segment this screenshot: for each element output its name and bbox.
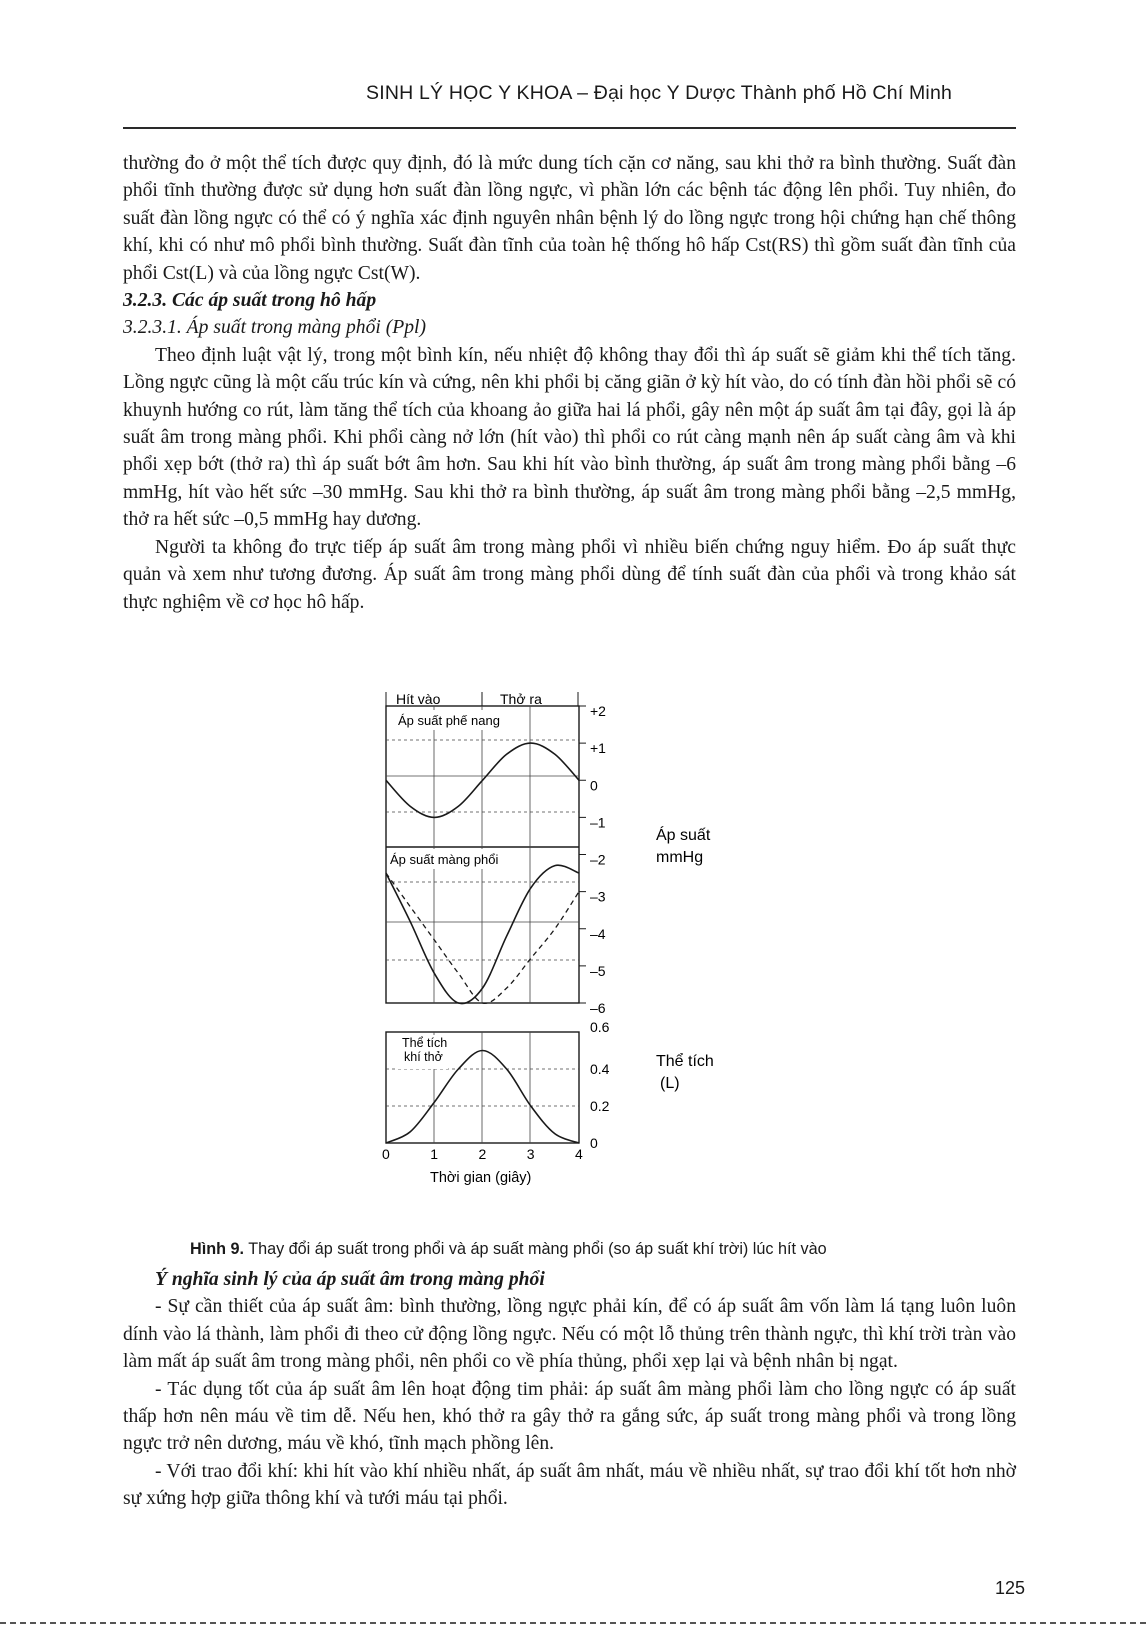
time-tick-label: 3	[526, 1146, 535, 1162]
time-ticks	[382, 1146, 583, 1162]
pleural-panel-label: Áp suất màng phổi	[390, 852, 499, 867]
volume-tick-label: 0.2	[590, 1098, 610, 1114]
volume-tick-label: 0.6	[590, 1019, 610, 1035]
pressure-tick-label: +1	[590, 740, 606, 757]
pressure-tick-label: –2	[590, 851, 606, 868]
paragraph: Theo định luật vật lý, trong một bình kín, nếu nhiệt độ không thay đổi thì áp suất sẽ giảm khi thể tích tăng. Lồng ngực cũng là một cấu trúc kín và cứng, nên khi phổi bị căng giãn ở kỳ hít vào, do có tính đàn hồi phổi sẽ có khuynh hướng co rút, làm tăng thể tích của khoang ảo giữa hai lá phổi, gây nên một áp suất âm tại đây, gọi là áp suất âm trong màng phổi. Khi phổi càng nở lớn (hít vào) thì phổi co rút càng mạnh nên áp suất càng âm và khi phổi xẹp bớt (thở ra) thì áp suất bớt âm hơn. Sau khi hít vào bình thường, áp suất âm trong màng phổi bằng –6 mmHg, hít vào hết sức –30 mmHg. Sau khi thở ra bình thường, áp suất âm trong màng phổi bằng –2,5 mmHg, thở ra hết sức –0,5 mmHg hay dương.	[123, 344, 1016, 531]
volume-axis-label-1: Thể tích	[656, 1053, 714, 1070]
paragraph: - Tác dụng tốt của áp suất âm lên hoạt động tim phải: áp suất âm màng phổi làm cho lồng ngực có áp suất thấp hơn nên máu về tim dễ. Nếu hen, khó thở ra gây thở ra gắng sức, áp suất trong màng phổi và trong lồng ngực trở nên dương, máu về khó, tĩnh mạch phồng lên.	[123, 1378, 1016, 1455]
pressure-tick-label: 0	[590, 777, 598, 794]
volume-panel-label-2: khí thở	[404, 1050, 443, 1064]
volume-axis-label-2: (L)	[660, 1075, 680, 1092]
time-tick-label: 1	[430, 1146, 439, 1162]
phase-inspiration-label: Hít vào	[396, 692, 441, 707]
volume-tick-label: 0.4	[590, 1061, 610, 1077]
respiration-chart	[360, 692, 800, 1232]
pressure-axis-label-2: mmHg	[656, 849, 704, 866]
pleural-pressure-dashed-line	[386, 873, 579, 1003]
pressure-axis-label-1: Áp suất	[656, 827, 711, 844]
section-heading: 3.2.3. Các áp suất trong hô hấp	[123, 290, 377, 312]
pressure-tick-label: –6	[590, 1000, 606, 1016]
page-number: 125	[995, 1578, 1026, 1598]
figure-caption	[190, 1240, 1030, 1259]
pressure-tick-label: +2	[590, 703, 606, 719]
paragraph: - Với trao đổi khí: khi hít vào khí nhiều nhất, áp suất âm nhất, máu về nhiều nhất, sự trao đổi khí tốt hơn nhờ sự xứng hợp giữa thông khí và tưới máu tại phổi.	[123, 1460, 1016, 1510]
paragraph: Người ta không đo trực tiếp áp suất âm trong màng phổi vì nhiều biến chứng nguy hiểm. Đo áp suất thực quản và xem như tương đương. Áp suất âm trong màng phổi dùng để tính suất đàn của phổi và trong khảo sát thực nghiệm về cơ học hô hấp.	[123, 536, 1016, 613]
pressure-tick-label: –5	[590, 962, 606, 979]
pressure-tick-label: –3	[590, 888, 606, 905]
body-bottom	[123, 1266, 1016, 1513]
pressure-ticks	[579, 703, 606, 1016]
alveolar-pressure-line	[386, 743, 579, 817]
header-rule	[123, 127, 1016, 129]
pressure-tick-label: –1	[590, 814, 606, 831]
phase-expiration-label: Thở ra	[500, 692, 542, 707]
subsection-heading: 3.2.3.1. Áp suất trong màng phổi (Ppl)	[123, 317, 426, 339]
caption-text: Thay đổi áp suất trong phổi và áp suất màng phổi (so áp suất khí trời) lúc hít vào	[248, 1240, 827, 1258]
volume-panel-label-1: Thể tích	[402, 1036, 448, 1050]
paragraph: - Sự cần thiết của áp suất âm: bình thường, lồng ngực phải kín, để có áp suất âm vốn làm lá tạng luôn luôn dính vào lá thành, làm phổi đi theo cử động lồng ngực. Nếu có một lỗ thủng trên thành ngực, thì khí trời tràn vào làm mất áp suất âm trong màng phổi, nên phổi co về phía thủng, phổi xẹp lại và bệnh nhân bị ngạt.	[123, 1296, 1016, 1373]
body-top	[123, 150, 1016, 616]
volume-ticks	[590, 1019, 610, 1151]
running-header: SINH LÝ HỌC Y KHOA – Đại học Y Dược Thành phố Hồ Chí Minh	[366, 82, 953, 104]
time-tick-label: 2	[478, 1146, 487, 1162]
pressure-tick-label: –4	[590, 925, 606, 942]
meaning-heading: Ý nghĩa sinh lý của áp suất âm trong màng phổi	[155, 1269, 545, 1290]
figure-9	[360, 692, 800, 1232]
bottom-rule	[0, 1622, 1146, 1624]
x-axis-label: Thời gian (giây)	[430, 1170, 532, 1186]
paragraph: thường đo ở một thể tích được quy định, đó là mức dung tích cặn cơ năng, sau khi thở ra bình thường. Suất đàn phổi tĩnh thường được sử dụng hơn suất đàn lồng ngực, vì phần lớn các bệnh tác động lên phổi. Tuy nhiên, đo suất đàn lồng ngực có thể có ý nghĩa xác định nguyên nhân bệnh lý do lồng ngực trong hội chứng hạn chế thông khí, khi có như mô phổi bình thường. Suất đàn tĩnh của toàn hệ thống hô hấp Cst(RS) thì gồm suất đàn tĩnh của phổi Cst(L) và của lồng ngực Cst(W).	[123, 153, 1016, 284]
caption-label: Hình 9.	[190, 1240, 244, 1258]
volume-tick-label: 0	[590, 1135, 598, 1151]
alveolar-panel-label: Áp suất phế nang	[398, 713, 500, 728]
time-tick-label: 0	[382, 1146, 390, 1162]
time-tick-label: 4	[575, 1146, 583, 1162]
